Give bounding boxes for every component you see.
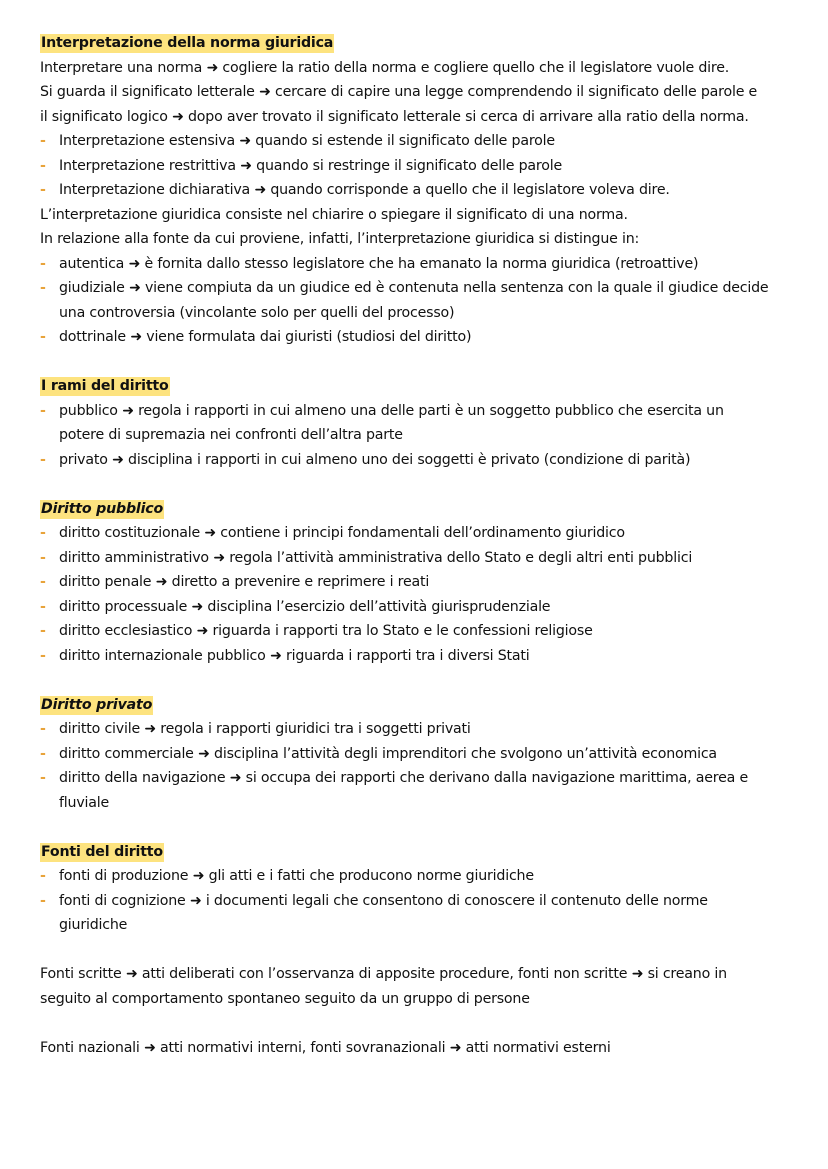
bullet-dash: - [40, 525, 46, 541]
bullet-dash: - [40, 157, 46, 174]
list-item [40, 766, 800, 791]
list-item [40, 864, 800, 889]
section-heading: Diritto privato [41, 696, 153, 713]
paragraph-line: L’interpretazione giuridica consiste nel chiarire o spiegare il significato di una norma. [40, 206, 628, 223]
list-item [40, 570, 800, 595]
bullet-dash: - [40, 133, 46, 149]
spacer [40, 938, 800, 963]
bullet-dash: - [40, 574, 46, 590]
paragraph-line: il significato logico ➜ dopo aver trovato il significato letterale si cerca di arrivare alla ratio della norma. [40, 108, 749, 125]
section-pubblico-title-line [40, 497, 800, 522]
bullet-dash: - [40, 182, 46, 198]
bullet-dash: - [40, 868, 46, 884]
paragraph-line: Si guarda il significato letterale ➜ cercare di capire una legge comprendendo il significato delle parole e [40, 84, 758, 100]
bullet-dash: - [40, 402, 46, 419]
section-heading: I rami del diritto [41, 378, 169, 394]
list-item-text: diritto ecclesiastico ➜ riguarda i rapporti tra lo Stato e le confessioni religiose [59, 623, 593, 639]
section-fonti-title-line [40, 840, 800, 865]
spacer [40, 350, 800, 375]
bullet-dash: - [40, 329, 46, 345]
list-item-continuation: fluviale [59, 794, 110, 811]
list-item [40, 595, 800, 620]
list-item [40, 619, 800, 644]
list-item [40, 889, 800, 914]
bullet-dash: - [40, 598, 46, 615]
section-privato-title-line [40, 693, 800, 718]
bullet-dash: - [40, 770, 46, 786]
bullet-dash: - [40, 549, 46, 566]
list-item [40, 546, 800, 571]
list-item [40, 644, 800, 669]
section-interpretazione-title-line [40, 31, 800, 56]
list-item-text: diritto internazionale pubblico ➜ riguarda i rapporti tra i diversi Stati [59, 647, 530, 664]
paragraph-line: Interpretare una norma ➜ cogliere la ratio della norma e cogliere quello che il legislatore vuole dire. [40, 59, 730, 76]
list-item-text: diritto penale ➜ diretto a prevenire e reprimere i reati [59, 574, 430, 590]
list-item [40, 276, 800, 301]
list-item-continuation: giuridiche [59, 917, 128, 933]
bullet-dash: - [40, 745, 46, 762]
list-item-text: privato ➜ disciplina i rapporti in cui almeno uno dei soggetti è privato (condizione di parità) [59, 451, 691, 468]
list-item-text: diritto processuale ➜ disciplina l’esercizio dell’attività giurisprudenziale [59, 598, 551, 615]
list-item-text: giudiziale ➜ viene compiuta da un giudice ed è contenuta nella sentenza con la quale il giudice decide [59, 280, 769, 296]
bullet-dash: - [40, 255, 46, 272]
list-item-text: fonti di cognizione ➜ i documenti legali che consentono di conoscere il contenuto delle norme [59, 892, 708, 909]
list-item [40, 717, 800, 742]
list-item [40, 448, 800, 473]
list-item [40, 252, 800, 277]
list-item-text: fonti di produzione ➜ gli atti e i fatti che producono norme giuridiche [59, 868, 534, 884]
list-item-text: dottrinale ➜ viene formulata dai giuristi (studiosi del diritto) [59, 329, 472, 345]
bullet-dash: - [40, 892, 46, 909]
list-item-text: diritto civile ➜ regola i rapporti giuridici tra i soggetti privati [59, 721, 471, 737]
list-item-text: diritto della navigazione ➜ si occupa dei rapporti che derivano dalla navigazione marittima, aerea e [59, 770, 748, 786]
paragraph-line: Fonti nazionali ➜ atti normativi interni, fonti sovranazionali ➜ atti normativi esterni [40, 1039, 611, 1056]
bullet-dash: - [40, 647, 46, 664]
list-item [40, 154, 800, 179]
list-item-text: Interpretazione restrittiva ➜ quando si restringe il significato delle parole [59, 157, 562, 174]
spacer [40, 815, 800, 840]
spacer [40, 1011, 800, 1036]
list-item-text: diritto commerciale ➜ disciplina l’attività degli imprenditori che svolgono un’attività economica [59, 745, 717, 762]
list-item-text: diritto costituzionale ➜ contiene i principi fondamentali dell’ordinamento giuridico [59, 525, 625, 541]
bullet-dash: - [40, 451, 46, 468]
list-item-continuation: una controversia (vincolante solo per quelli del processo) [59, 304, 455, 321]
spacer [40, 472, 800, 497]
section-heading: Fonti del diritto [41, 843, 163, 860]
list-item [40, 521, 800, 546]
list-item-text: pubblico ➜ regola i rapporti in cui almeno una delle parti è un soggetto pubblico che esercita un [59, 402, 724, 419]
bullet-dash: - [40, 623, 46, 639]
bullet-dash: - [40, 280, 46, 296]
section-heading: Interpretazione della norma giuridica [41, 35, 334, 51]
list-item-text: diritto amministrativo ➜ regola l’attività amministrativa dello Stato e degli altri enti pubblici [59, 549, 693, 566]
section-rami-title-line [40, 374, 800, 399]
paragraph-line: seguito al comportamento spontaneo seguito da un gruppo di persone [40, 990, 530, 1007]
document-page [40, 31, 800, 1060]
list-item [40, 178, 800, 203]
list-item-text: Interpretazione dichiarativa ➜ quando corrisponde a quello che il legislatore voleva dire. [59, 182, 670, 198]
list-item [40, 325, 800, 350]
paragraph-line: In relazione alla fonte da cui proviene, infatti, l’interpretazione giuridica si distingue in: [40, 231, 640, 247]
list-item-text: autentica ➜ è fornita dallo stesso legislatore che ha emanato la norma giuridica (retroattive) [59, 255, 699, 272]
list-item [40, 129, 800, 154]
spacer [40, 668, 800, 693]
section-heading: Diritto pubblico [41, 500, 164, 517]
list-item-text: Interpretazione estensiva ➜ quando si estende il significato delle parole [59, 133, 555, 149]
list-item [40, 399, 800, 424]
paragraph-line: Fonti scritte ➜ atti deliberati con l’osservanza di apposite procedure, fonti non scritte ➜ si creano in [40, 966, 727, 982]
bullet-dash: - [40, 721, 46, 737]
list-item-continuation: potere di supremazia nei confronti dell’altra parte [59, 427, 403, 443]
list-item [40, 742, 800, 767]
